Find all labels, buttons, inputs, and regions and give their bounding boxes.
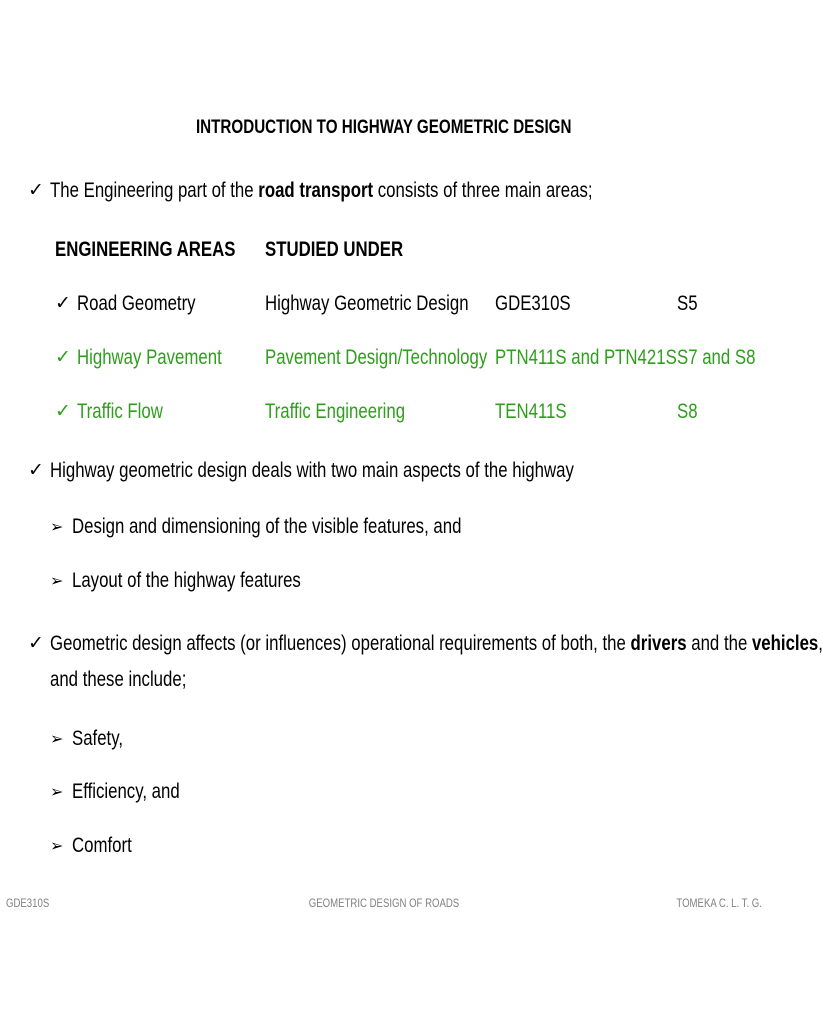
- check-icon: ✓: [28, 459, 44, 481]
- arrow-bullet-icon: ➢: [50, 729, 64, 748]
- sub-item-efficiency: Efficiency, and: [72, 780, 180, 803]
- table-cell-semester: S8: [677, 400, 698, 423]
- sub-item-layout: Layout of the highway features: [72, 569, 301, 592]
- check-icon: ✓: [28, 632, 44, 654]
- bullet-road-transport: The Engineering part of the road transport consists of three main areas;: [50, 179, 593, 202]
- bullet-operational-requirements: Geometric design affects (or influences) operational requirements of both, the drivers and the vehicles,: [50, 632, 823, 655]
- table-cell-code: PTN411S and PTN421S: [495, 346, 677, 369]
- sub-item-safety: Safety,: [72, 727, 124, 750]
- arrow-bullet-icon: ➢: [50, 836, 64, 855]
- table-cell-semester: S5: [677, 292, 698, 315]
- table-header-engineering-areas: ENGINEERING AREAS: [55, 238, 236, 261]
- arrow-bullet-icon: ➢: [50, 571, 64, 590]
- table-cell-code: TEN411S: [495, 400, 567, 423]
- table-cell-studied: Traffic Engineering: [265, 400, 406, 423]
- table-cell-studied: Pavement Design/Technology: [265, 346, 488, 369]
- table-cell-studied: Highway Geometric Design: [265, 292, 469, 315]
- table-cell-area: Road Geometry: [77, 292, 196, 315]
- bullet-operational-requirements-line2: and these include;: [50, 668, 187, 691]
- sub-item-design-dimensioning: Design and dimensioning of the visible features, and: [72, 515, 462, 538]
- check-icon: ✓: [55, 400, 71, 422]
- check-icon: ✓: [55, 292, 71, 314]
- table-cell-area: Traffic Flow: [77, 400, 163, 423]
- table-cell-area: Highway Pavement: [77, 346, 222, 369]
- table-cell-code: GDE310S: [495, 292, 571, 315]
- arrow-bullet-icon: ➢: [50, 782, 64, 801]
- sub-item-comfort: Comfort: [72, 834, 132, 857]
- table-cell-semester: S7 and S8: [677, 346, 756, 369]
- check-icon: ✓: [28, 179, 44, 201]
- footer-course-title: GEOMETRIC DESIGN OF ROADS: [308, 896, 460, 910]
- bullet-geometric-design-aspects: Highway geometric design deals with two main aspects of the highway: [50, 459, 574, 482]
- arrow-bullet-icon: ➢: [50, 517, 64, 536]
- footer-author: TOMEKA C. L. T. G.: [676, 896, 762, 910]
- table-header-studied-under: STUDIED UNDER: [265, 238, 404, 261]
- slide-title: INTRODUCTION TO HIGHWAY GEOMETRIC DESIGN: [196, 117, 572, 138]
- footer-course-code: GDE310S: [6, 896, 50, 910]
- check-icon: ✓: [55, 346, 71, 368]
